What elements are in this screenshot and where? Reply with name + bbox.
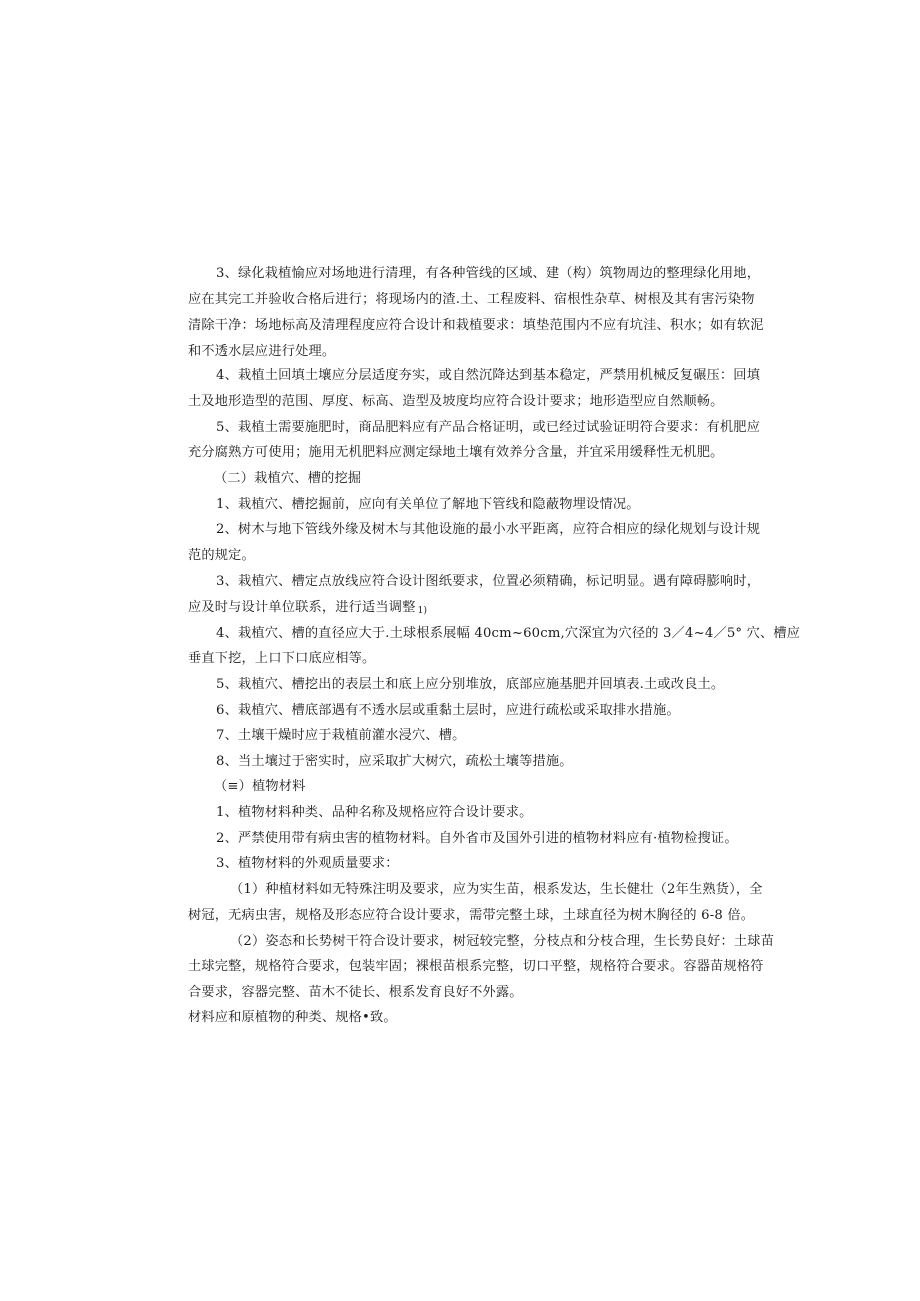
text-line: 7、土壤干燥时应于栽植前灌水浸穴、槽。 bbox=[216, 728, 466, 743]
text-line: 清除干净：场地标高及清理程度应符合设计和栽植要求：填垫范围内不应有坑洼、积水；如有软泥 bbox=[188, 318, 764, 333]
text-line: 2、严禁使用带有病虫害的植物材料。自外省市及国外引进的植物材料应有·植物检搜证。 bbox=[216, 831, 738, 846]
text-line: 3、绿化栽植愉应对场地进行清理，有各种管线的区域、建（构）筑物周边的整理绿化用地， bbox=[216, 266, 761, 281]
text-line: 5、栽植穴、槽挖出的表层土和底上应分别堆放，底部应施基肥并回填表.土或改良土。 bbox=[216, 677, 725, 692]
text-line: 和不透水层应进行处理。 bbox=[188, 344, 336, 359]
text-line: 8、当土壤过于密实时，应采取扩大树穴，疏松土壤等措施。 bbox=[216, 754, 573, 769]
text-line: （1）种植材料如无特殊注明及要求，应为实生苗，根系发达，生长健壮（2年生熟货），全 bbox=[230, 882, 763, 897]
text-line: 4、栽植土回填土壤应分层适度夯实，或自然沉降达到基本稳定，严禁用机械反复碾压：回填 bbox=[216, 368, 761, 383]
text-line: 6、栽植穴、槽底部遇有不透水层或重黏土层时，应进行疏松或采取排水措施。 bbox=[216, 703, 680, 718]
text-line: 土球完整，规格符合要求，包装牢固；裸根苗根系完整，切口平整，规格符合要求。容器苗规格符 bbox=[188, 959, 764, 974]
text-line: 垂直下挖，上口下口底应相等。 bbox=[188, 651, 376, 666]
text-line: 1、栽植穴、槽挖掘前，应向有关单位了解地下管线和隐蔽物埋设情况。 bbox=[216, 497, 640, 512]
text-line: 材料应和原植物的种类、规格•致。 bbox=[188, 1010, 397, 1025]
section-heading: （≡）植物材料 bbox=[214, 779, 306, 794]
text-line: 2、树木与地下管线外缘及树木与其他设施的最小水平距离，应符合相应的绿化规划与设计规 bbox=[216, 522, 761, 537]
text-line: 4、栽植穴、槽的直径应大于.土球根系展幅 40cm~60cm,穴深宜为穴径的 3／4~4／5° 穴、槽应 bbox=[216, 626, 801, 641]
text-line: 3、植物材料的外观质量要求： bbox=[216, 856, 399, 871]
text-line: 范的规定。 bbox=[188, 548, 255, 563]
section-heading: （二）栽植穴、槽的挖掘 bbox=[214, 471, 362, 486]
footnote-mark: 1) bbox=[417, 606, 428, 616]
text-line: 1、植物材料种类、品种名称及规格应符合设计要求。 bbox=[216, 805, 533, 820]
text-line: 土及地形造型的范围、厚度、标高、造型及坡度均应符合设计要求；地形造型应自然顺畅。 bbox=[188, 394, 724, 409]
text-line: 5、栽植土需要施肥时，商品肥料应有产品合格证明，或已经过试验证明符合要求：有机肥应 bbox=[216, 420, 761, 435]
text-line: 合要求，容器完整、苗木不徒长、根系发育良好不外露。 bbox=[188, 985, 523, 1000]
text-line: 充分腐熟方可使用；施用无机肥料应测定绿地土壤有效养分含量，并宜采用缓释性无机肥。 bbox=[188, 445, 724, 460]
text-line: 3、栽植穴、槽定点放线应符合设计图纸要求，位置必须精确，标记明显。遇有障碍膨响时， bbox=[216, 574, 761, 589]
text-line: （2）姿态和长势树干符合设计要求，树冠较完整，分枝点和分枝合理，生长势良好：土球苗 bbox=[230, 934, 775, 949]
text-line: 树冠，无病虫害，规格及形态应符合设计要求，需带完整土球，土球直径为树木胸径的 6-8 倍。 bbox=[188, 908, 755, 923]
text-line: 应及时与设计单位联系，进行适当调整 $_{1)}$ bbox=[188, 600, 428, 616]
text-line: 应在其完工并验收合格后进行；将现场内的渣.土、工程废料、宿根性杂草、树根及其有害污染物 bbox=[188, 292, 755, 307]
